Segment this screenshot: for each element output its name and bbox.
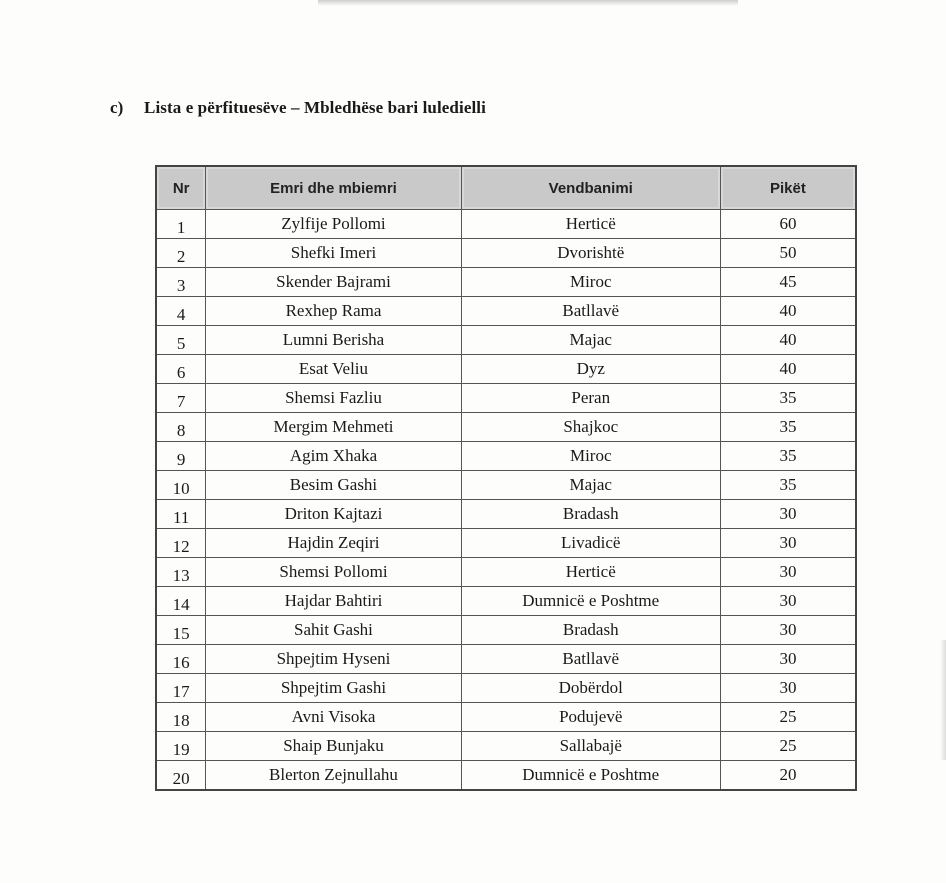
table-row	[156, 703, 856, 732]
row-number: 16	[156, 645, 206, 674]
points: 30	[720, 587, 856, 616]
points: 30	[720, 674, 856, 703]
points: 30	[720, 645, 856, 674]
row-number: 9	[156, 442, 206, 471]
beneficiary-name: Shemsi Pollomi	[206, 558, 461, 587]
table-row	[156, 210, 856, 239]
points: 35	[720, 384, 856, 413]
points: 25	[720, 703, 856, 732]
row-number: 13	[156, 558, 206, 587]
beneficiary-name: Agim Xhaka	[206, 442, 461, 471]
beneficiary-name: Hajdar Bahtiri	[206, 587, 461, 616]
points: 40	[720, 297, 856, 326]
scan-right-edge-artifact	[940, 640, 946, 760]
table-header	[156, 166, 856, 210]
table-row	[156, 732, 856, 761]
residence: Bradash	[461, 500, 720, 529]
beneficiary-name: Avni Visoka	[206, 703, 461, 732]
column-header-residence: Vendbanimi	[461, 166, 720, 210]
row-number: 2	[156, 239, 206, 268]
table-row	[156, 326, 856, 355]
points: 60	[720, 210, 856, 239]
table-row	[156, 616, 856, 645]
points: 20	[720, 761, 856, 791]
beneficiary-name: Shpejtim Gashi	[206, 674, 461, 703]
table-row	[156, 500, 856, 529]
beneficiary-name: Shemsi Fazliu	[206, 384, 461, 413]
row-number: 11	[156, 500, 206, 529]
table-row	[156, 645, 856, 674]
beneficiary-name: Besim Gashi	[206, 471, 461, 500]
beneficiary-name: Shefki Imeri	[206, 239, 461, 268]
residence: Podujevë	[461, 703, 720, 732]
residence: Livadicë	[461, 529, 720, 558]
beneficiary-name: Driton Kajtazi	[206, 500, 461, 529]
residence: Dumnicë e Poshtme	[461, 587, 720, 616]
row-number: 4	[156, 297, 206, 326]
row-number: 14	[156, 587, 206, 616]
table-row	[156, 674, 856, 703]
section-title: Lista e përfituesëve – Mbledhëse bari luledielli	[144, 98, 486, 117]
table-row	[156, 355, 856, 384]
section-marker: c)	[110, 98, 124, 117]
residence: Dyz	[461, 355, 720, 384]
beneficiary-name: Shaip Bunjaku	[206, 732, 461, 761]
row-number: 15	[156, 616, 206, 645]
column-header-points: Pikët	[720, 166, 856, 210]
points: 30	[720, 616, 856, 645]
residence: Dumnicë e Poshtme	[461, 761, 720, 791]
residence: Majac	[461, 471, 720, 500]
table-row	[156, 239, 856, 268]
beneficiary-name: Sahit Gashi	[206, 616, 461, 645]
row-number: 3	[156, 268, 206, 297]
points: 35	[720, 442, 856, 471]
residence: Herticë	[461, 210, 720, 239]
points: 50	[720, 239, 856, 268]
table-row	[156, 529, 856, 558]
residence: Batllavë	[461, 645, 720, 674]
points: 40	[720, 355, 856, 384]
points: 40	[720, 326, 856, 355]
section-heading	[110, 98, 486, 118]
table-row	[156, 384, 856, 413]
beneficiary-name: Rexhep Rama	[206, 297, 461, 326]
points: 30	[720, 558, 856, 587]
beneficiary-name: Hajdin Zeqiri	[206, 529, 461, 558]
beneficiary-name: Mergim Mehmeti	[206, 413, 461, 442]
table-row	[156, 268, 856, 297]
residence: Sallabajë	[461, 732, 720, 761]
residence: Peran	[461, 384, 720, 413]
beneficiary-name: Shpejtim Hyseni	[206, 645, 461, 674]
header-row	[156, 166, 856, 210]
residence: Miroc	[461, 268, 720, 297]
residence: Miroc	[461, 442, 720, 471]
row-number: 18	[156, 703, 206, 732]
beneficiaries-table	[155, 165, 857, 791]
column-header-nr: Nr	[156, 166, 206, 210]
table-row	[156, 558, 856, 587]
residence: Bradash	[461, 616, 720, 645]
residence: Shajkoc	[461, 413, 720, 442]
beneficiary-name: Zylfije Pollomi	[206, 210, 461, 239]
row-number: 1	[156, 210, 206, 239]
row-number: 7	[156, 384, 206, 413]
table-body	[156, 210, 856, 791]
table-row	[156, 761, 856, 791]
table-row	[156, 587, 856, 616]
points: 30	[720, 529, 856, 558]
beneficiary-name: Esat Veliu	[206, 355, 461, 384]
points: 25	[720, 732, 856, 761]
row-number: 17	[156, 674, 206, 703]
beneficiary-name: Skender Bajrami	[206, 268, 461, 297]
row-number: 19	[156, 732, 206, 761]
residence: Batllavë	[461, 297, 720, 326]
points: 35	[720, 413, 856, 442]
scan-top-edge-artifact	[318, 0, 738, 6]
points: 45	[720, 268, 856, 297]
points: 30	[720, 500, 856, 529]
beneficiary-name: Blerton Zejnullahu	[206, 761, 461, 791]
residence: Dvorishtë	[461, 239, 720, 268]
table-row	[156, 442, 856, 471]
table-row	[156, 471, 856, 500]
row-number: 6	[156, 355, 206, 384]
residence: Herticë	[461, 558, 720, 587]
row-number: 5	[156, 326, 206, 355]
residence: Dobërdol	[461, 674, 720, 703]
table-row	[156, 297, 856, 326]
row-number: 12	[156, 529, 206, 558]
column-header-name: Emri dhe mbiemri	[206, 166, 461, 210]
residence: Majac	[461, 326, 720, 355]
table-row	[156, 413, 856, 442]
row-number: 20	[156, 761, 206, 791]
beneficiary-name: Lumni Berisha	[206, 326, 461, 355]
points: 35	[720, 471, 856, 500]
row-number: 8	[156, 413, 206, 442]
row-number: 10	[156, 471, 206, 500]
